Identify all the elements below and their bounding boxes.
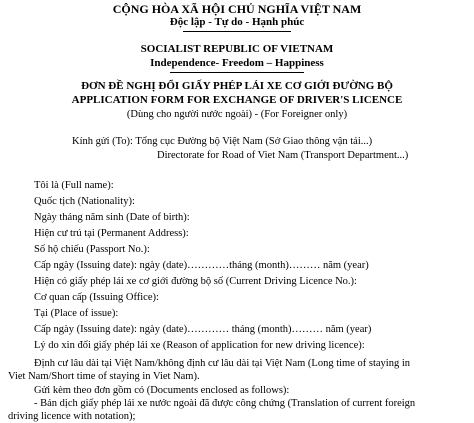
- residence-line-2: Viet Nam/Short time of staying in Viet Nam).: [8, 371, 200, 382]
- addressee-line-2: Directorate for Road of Viet Nam (Transport Department...): [157, 150, 409, 161]
- field-passport-no[interactable]: Số hộ chiếu (Passport No.):: [34, 244, 150, 255]
- enclosed-item-1-cont: driving licence with notation);: [8, 411, 136, 422]
- addressee-line-1: Kính gửi (To): Tổng cục Đường bộ Việt Nam (Sở Giao thông vận tải...): [72, 136, 373, 147]
- field-current-licence-no[interactable]: Hiện có giấy phép lái xe cơ giới đường bộ số (Current Driving Licence No.):: [34, 276, 357, 287]
- field-place-of-issue[interactable]: Tại (Place of issue):: [34, 308, 119, 319]
- enclosed-item-1: - Bản dịch giấy phép lái xe nước ngoài đã được công chứng (Translation of current foreign: [34, 398, 416, 409]
- motto-vn: Độc lập - Tự do - Hạnh phúc: [169, 16, 305, 28]
- enclosed-heading: Gửi kèm theo đơn gồm có (Documents enclosed as follows):: [34, 385, 290, 396]
- divider: [183, 31, 291, 32]
- form-title-en: APPLICATION FORM FOR EXCHANGE OF DRIVER'S LICENCE: [71, 94, 403, 106]
- residence-line-1: Định cư lâu dài tại Việt Nam/không định cư lâu dài tại Việt Nam (Long time of staying in: [34, 358, 410, 369]
- field-issuing-office[interactable]: Cơ quan cấp (Issuing Office):: [34, 292, 159, 303]
- field-reason[interactable]: Lý do xin đổi giấy phép lái xe (Reason of application for new driving licence):: [34, 340, 365, 351]
- motto-en: Independence- Freedom – Happiness: [150, 57, 324, 69]
- field-nationality[interactable]: Quốc tịch (Nationality):: [34, 196, 135, 207]
- applicant-fields: [0, 175, 474, 351]
- field-date-of-birth[interactable]: Ngày tháng năm sinh (Date of birth):: [34, 212, 190, 223]
- field-permanent-address[interactable]: Hiện cư trú tại (Permanent Address):: [34, 228, 189, 239]
- nation-name-en: SOCIALIST REPUBLIC OF VIETNAM: [140, 43, 334, 55]
- field-passport-issuing-date[interactable]: Cấp ngày (Issuing date): ngày (date)…………tháng (month)……… năm (year): [34, 260, 369, 271]
- field-full-name[interactable]: Tôi là (Full name):: [34, 180, 114, 191]
- form-title-vn: ĐƠN ĐỀ NGHỊ ĐỔI GIẤY PHÉP LÁI XE CƠ GIỚI ĐƯỜNG BỘ: [81, 80, 393, 92]
- field-licence-issuing-date[interactable]: Cấp ngày (Issuing date): ngày (date)………… tháng (month)……… năm (year): [34, 324, 372, 335]
- divider: [170, 72, 304, 73]
- nation-name-vn: CỘNG HÒA XÃ HỘI CHỦ NGHĨA VIỆT NAM: [112, 2, 362, 16]
- form-note: (Dùng cho người nước ngoài) - (For Foreigner only): [126, 109, 348, 120]
